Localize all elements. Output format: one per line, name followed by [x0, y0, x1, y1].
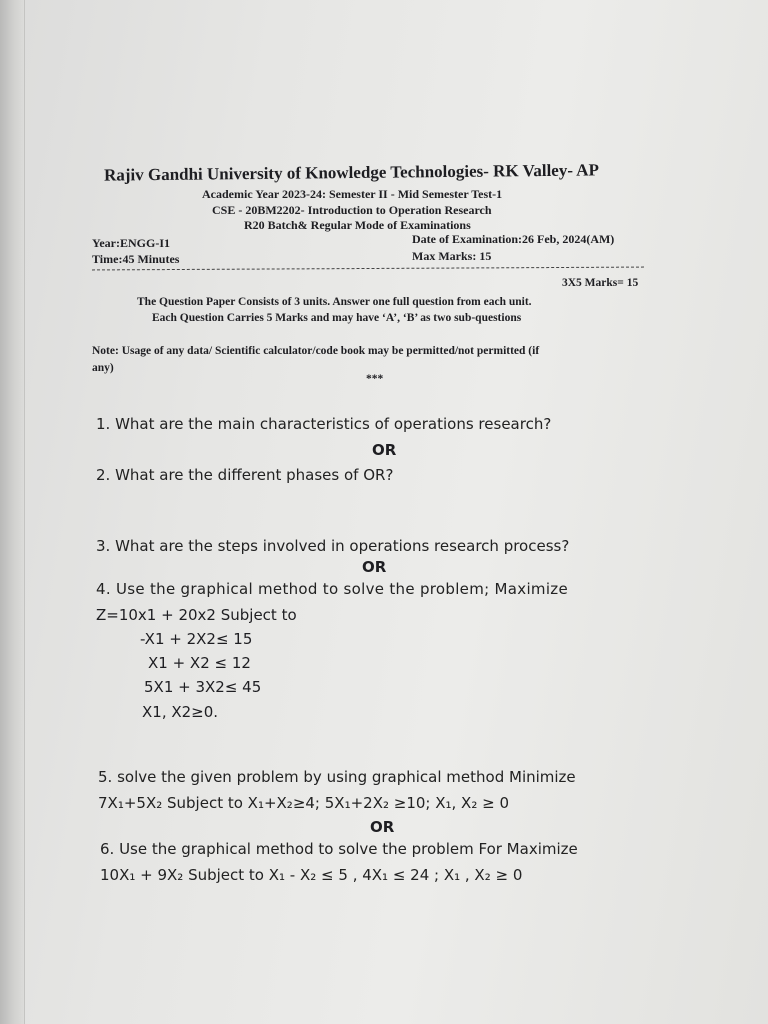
or-divider-2: OR: [362, 558, 387, 576]
constraint-1: -X1 + 2X2≤ 15: [140, 630, 253, 648]
constraint-4: X1, X2≥0.: [142, 703, 219, 721]
or-divider-3: OR: [370, 818, 395, 836]
question-6-details: 10X₁ + 9X₂ Subject to X₁ - X₂ ≤ 5 , 4X₁ ≤ 24 ; X₁ , X₂ ≥ 0: [100, 866, 523, 884]
course-title: CSE - 20BM2202- Introduction to Operation Research: [212, 203, 492, 217]
exam-date: Date of Examination:26 Feb, 2024(AM): [412, 232, 615, 246]
batch-mode: R20 Batch& Regular Mode of Examinations: [244, 218, 471, 232]
question-1: 1. What are the main characteristics of operations research?: [96, 415, 552, 433]
note-line-2: any): [92, 362, 114, 374]
question-5-details: 7X₁+5X₂ Subject to X₁+X₂≥4; 5X₁+2X₂ ≥10; X₁, X₂ ≥ 0: [98, 794, 509, 812]
or-divider-1: OR: [372, 441, 397, 459]
question-2: 2. What are the different phases of OR?: [96, 466, 394, 484]
time-label: Time:45 Minutes: [92, 252, 180, 266]
year-label: Year:ENGG-I1: [92, 236, 170, 250]
question-4: 4. Use the graphical method to solve the problem; Maximize: [96, 580, 568, 598]
separator-stars: ***: [366, 373, 384, 385]
constraint-2: X1 + X2 ≤ 12: [148, 654, 251, 672]
question-3: 3. What are the steps involved in operations research process?: [96, 537, 570, 555]
instruction-line-2: Each Question Carries 5 Marks and may have ‘A’, ‘B’ as two sub-questions: [152, 312, 522, 324]
exam-paper: [24, 0, 768, 1024]
instruction-line-1: The Question Paper Consists of 3 units. Answer one full question from each unit.: [137, 296, 532, 308]
max-marks: Max Marks: 15: [412, 249, 492, 263]
question-5: 5. solve the given problem by using graphical method Minimize: [98, 768, 576, 786]
question-6: 6. Use the graphical method to solve the problem For Maximize: [100, 840, 578, 858]
constraint-3: 5X1 + 3X2≤ 45: [144, 678, 262, 696]
binder-edge: [0, 0, 25, 1024]
academic-year: Academic Year 2023-24: Semester II - Mid Semester Test-1: [202, 187, 503, 201]
header-divider: [92, 267, 644, 271]
question-4-objective: Z=10x1 + 20x2 Subject to: [96, 606, 297, 624]
note-line-1: Note: Usage of any data/ Scientific calculator/code book may be permitted/not permitted (if: [92, 345, 540, 357]
marks-distribution: 3X5 Marks= 15: [562, 277, 639, 289]
university-title: Rajiv Gandhi University of Knowledge Technologies- RK Valley- AP: [103, 160, 600, 185]
